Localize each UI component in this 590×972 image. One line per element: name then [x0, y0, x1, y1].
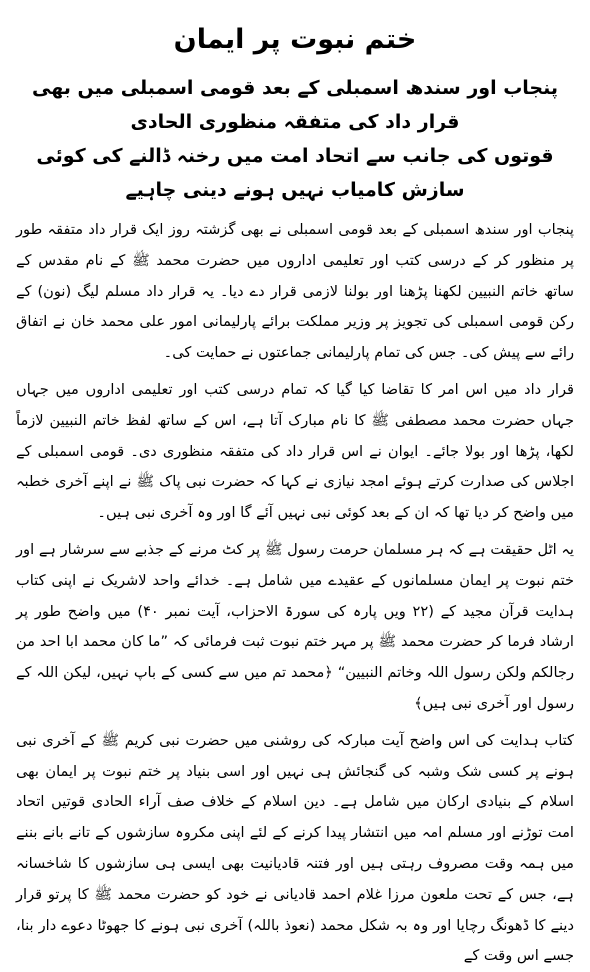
article-body: [16, 215, 574, 972]
paragraph-3: یہ اٹل حقیقت ہے کہ ہر مسلمان حرمت رسول ﷺ پر کٹ مرنے کے جذبے سے سرشار ہے اور ختم نبوت پر ایمان مسلمانوں کے عقیدے میں شامل ہے۔ خدائے واحد لاشریک نے اپنی کتاب ہدایت قرآن مجید کے (۲۲ ویں پارہ کی سورۃ الاحزاب، آیت نمبر ۴۰) میں واضح طور پر ارشاد فرما کر حضرت محمد ﷺ پر مہر ختم نبوت ثبت فرمائی کہ ”ما کان محمد ابا احد من رجالکم ولکن رسول اللہ وخاتم النبیین“ ﴿محمد تم میں سے کسی کے باپ نہیں، لیکن اللہ کے رسول اور آخری نبی ہیں﴾: [16, 541, 574, 713]
headline-line-1: پنجاب اور سندھ اسمبلی کے بعد قومی اسمبلی میں بھی قرار داد کی متفقہ منظوری الحادی: [31, 77, 559, 134]
headline-line-2: قوتوں کی جانب سے اتحاد امت میں رخنہ ڈالنے کی کوئی سازش کامیاب نہیں ہونے دینی چاہیے: [36, 145, 554, 202]
paragraph-2: قرار داد میں اس امر کا تقاضا کیا گیا کہ تمام درسی کتب اور تعلیمی اداروں میں جہاں جہاں حضرت محمد مصطفی ﷺ کا نام مبارک آتا ہے، اس کے ساتھ لفظ خاتم النبیین لازماً لکھا، پڑھا اور بولا جائے۔ ایوان نے اس قرار داد کی متفقہ منظوری دی۔ قومی اسمبلی کے اجلاس کی صدارت کرتے ہوئے امجد نیازی نے کہا کہ حضرت نبی پاک ﷺ نے اپنے آخری خطبہ میں واضح کر دیا تھا کہ ان کے بعد کوئی نبی نہیں آئے گا اور وہ آخری نبی ہیں۔: [16, 381, 574, 522]
article-title: ختم نبوت پر ایمان: [173, 24, 417, 55]
article-headline: [16, 71, 574, 207]
paragraph-1: پنجاب اور سندھ اسمبلی کے بعد قومی اسمبلی نے بھی گزشتہ روز ایک قرار داد متفقہ طور پر منظور کر کے درسی کتب اور تعلیمی اداروں میں حضرت محمد ﷺ کے نام مقدس کے ساتھ خاتم النبیین لکھنا پڑھنا اور بولنا لازمی قرار دے دیا۔ یہ قرار داد مسلم لیگ (نون) کے رکن قومی اسمبلی کی تجویز پر وزیر مملکت برائے پارلیمانی امور علی محمد خان نے اتفاق رائے سے پیش کی۔ جس کی تمام پارلیمانی جماعتوں نے حمایت کی۔: [16, 221, 574, 362]
paragraph-4: کتاب ہدایت کی اس واضح آیت مبارکہ کی روشنی میں حضرت نبی کریم ﷺ کے آخری نبی ہونے پر کسی شک وشبہ کی گنجائش ہی نہیں اور اسی بنیاد پر ختم نبوت پر ایمان بھی اسلام کے بنیادی ارکان میں شامل ہے۔ دین اسلام کے خلاف صف آراء الحادی قوتیں اتحاد امت توڑنے اور مسلم امہ میں انتشار پیدا کرنے کے لئے اپنی مکروہ سازشوں کے تانے بانے بننے میں ہمہ وقت مصروف رہتی ہیں اور فتنہ قادیانیت بھی ایسی ہی سازشوں کا شاخسانہ ہے، جس کے تحت ملعون مرزا غلام احمد قادیانی نے خود کو حضرت محمد ﷺ کا پرتو قرار دینے کا ڈھونگ رچایا اور وہ بہ شکل محمد (نعوذ باللہ) آخری نبی ہونے کا جھوٹا دعوے دار بنا، جسے اس وقت کے: [16, 731, 574, 965]
